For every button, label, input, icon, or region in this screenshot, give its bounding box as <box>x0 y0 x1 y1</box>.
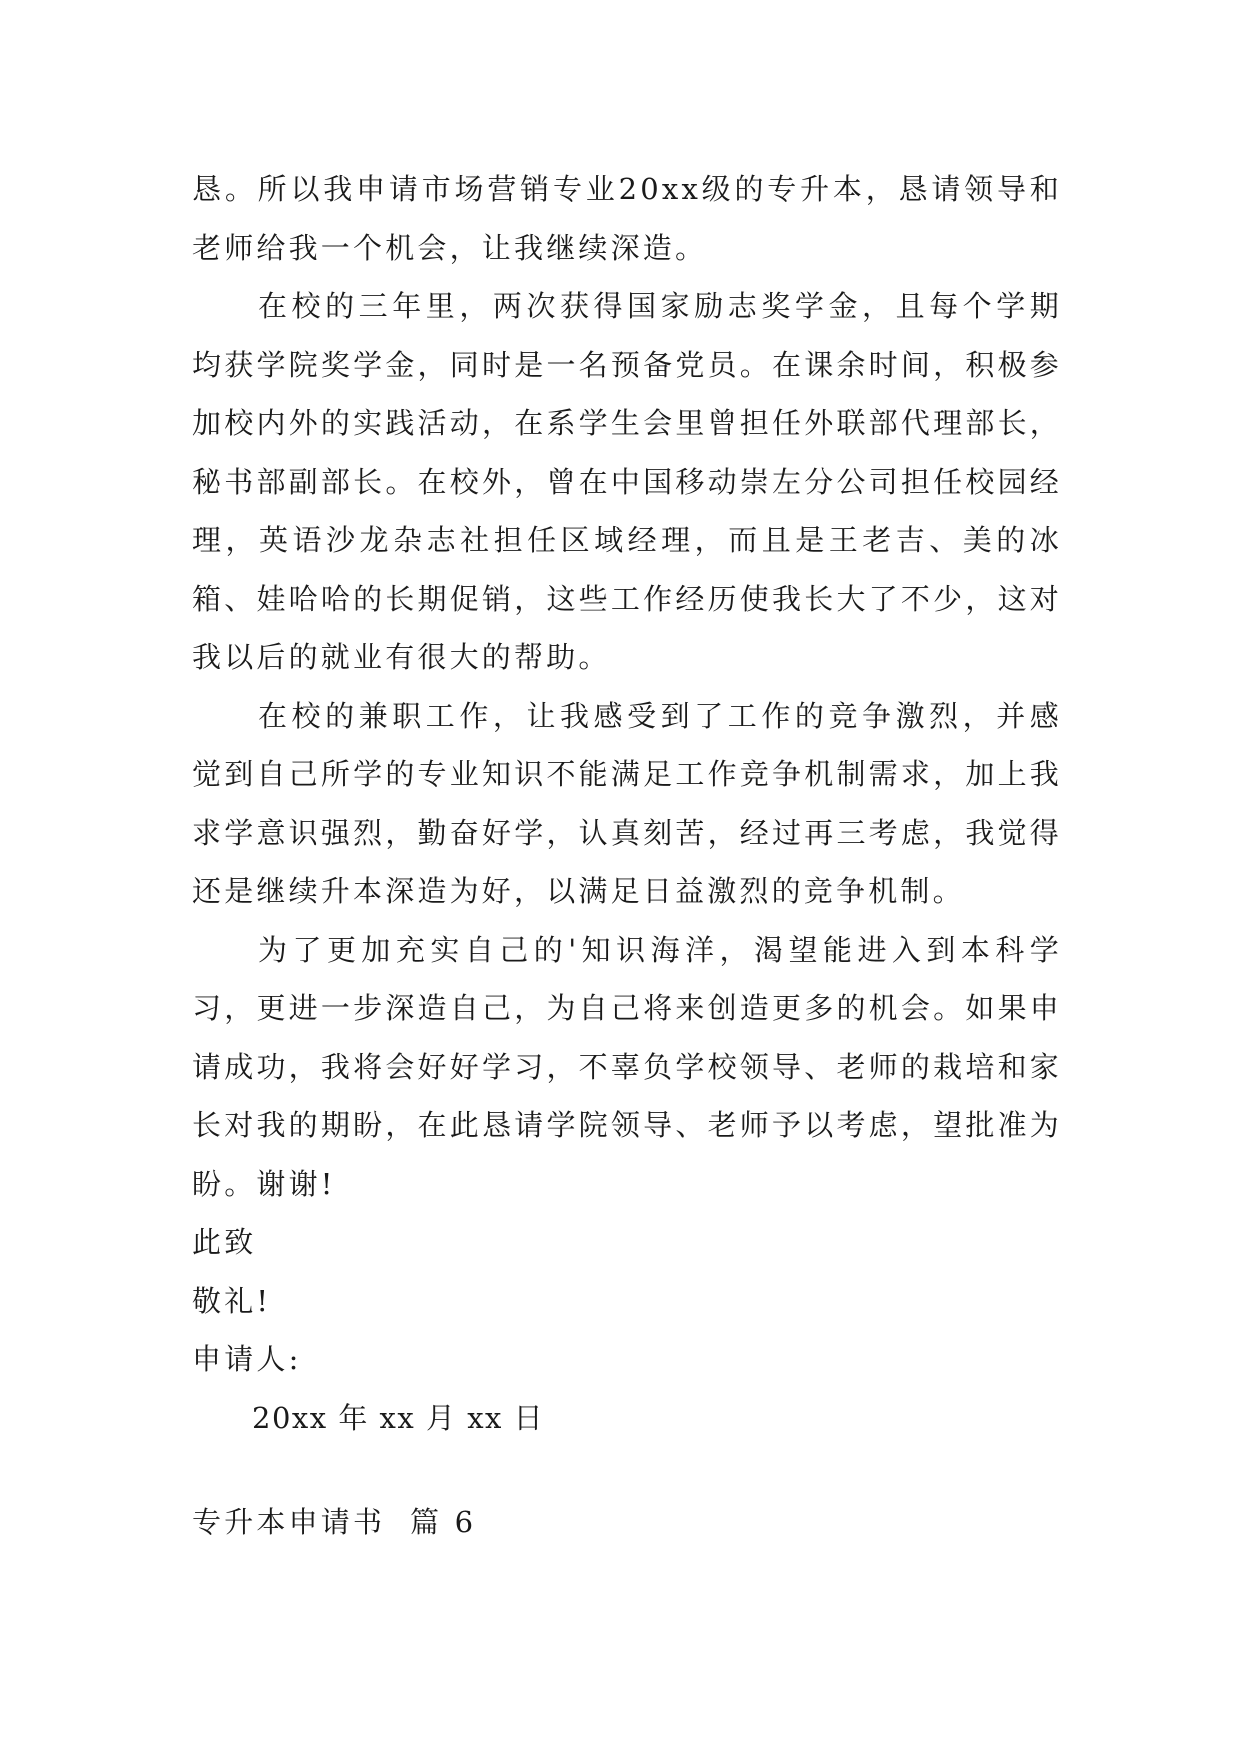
paragraph-achievements: 在校的三年里，两次获得国家励志奖学金，且每个学期均获学院奖学金，同时是一名预备党员。在课余时间，积极参加校内外的实践活动，在系学生会里曾担任外联部代理部长，秘书部副部长。在校外，曾在中国移动崇左分公司担任校园经理，英语沙龙杂志社担任区域经理，而且是王老吉、美的冰箱、娃哈哈的长期促销，这些工作经历使我长大了不少，这对我以后的就业有很大的帮助。 <box>192 289 1062 674</box>
letter-body <box>192 160 1062 1447</box>
date-line: 20xx 年 xx 月 xx 日 <box>252 1400 545 1435</box>
paragraph-request: 为了更加充实自己的'知识海洋，渴望能进入到本科学习，更进一步深造自己，为自己将来创造更多的机会。如果申请成功，我将会好好学习，不辜负学校领导、老师的栽培和家长对我的期盼，在此恳请学院领导、老师予以考虑，望批准为盼。谢谢! <box>192 932 1062 1201</box>
salutation: 此致 <box>192 1225 257 1259</box>
next-section-title: 专升本申请书 篇 6 <box>192 1505 477 1539</box>
paragraph-motivation: 在校的兼职工作，让我感受到了工作的竞争激烈，并感觉到自己所学的专业知识不能满足工作竞争机制需求，加上我求学意识强烈，勤奋好学，认真刻苦，经过再三考虑，我觉得还是继续升本深造为好，以满足日益激烈的竞争机制。 <box>192 698 1062 908</box>
applicant-label: 申请人: <box>192 1342 302 1376</box>
paragraph-continuation: 恳。所以我申请市场营销专业20xx级的专升本，恳请领导和老师给我一个机会，让我继续深造。 <box>192 172 1062 265</box>
regards: 敬礼! <box>192 1283 272 1318</box>
